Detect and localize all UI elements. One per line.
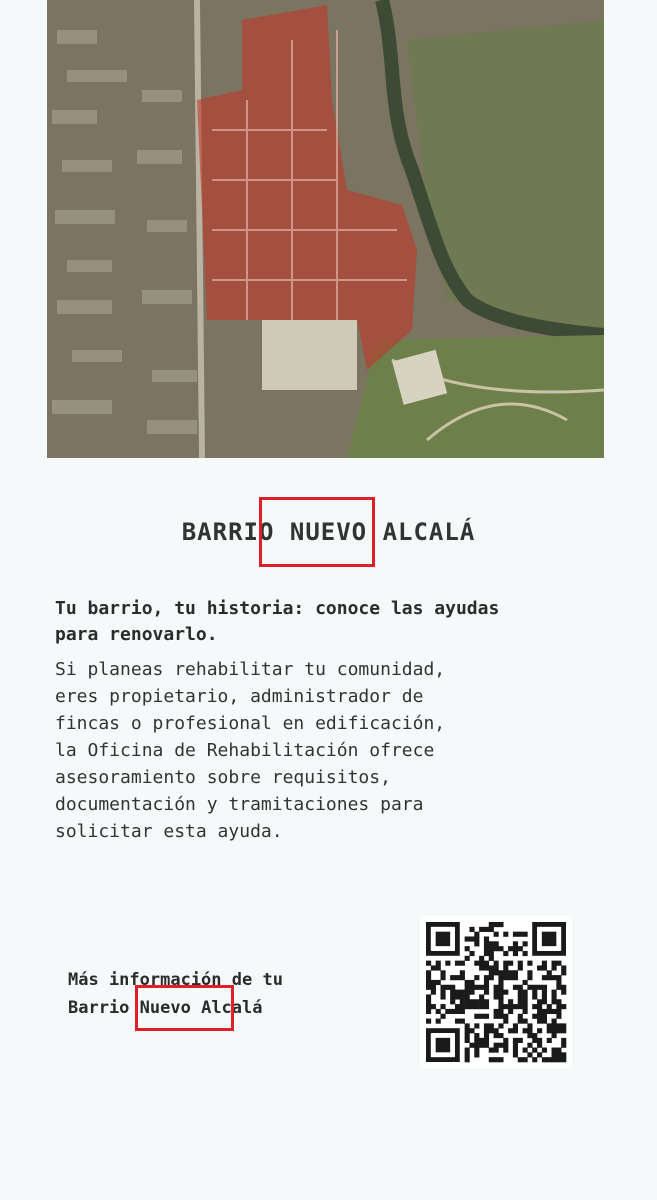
title-word-barrio: BARRIO (181, 518, 275, 546)
more-info-nuevo: Nuevo (139, 998, 191, 1018)
aerial-map (47, 0, 604, 458)
intro-body-line: fincas o profesional en edificación, (55, 713, 446, 734)
title-highlight-box (259, 497, 375, 567)
intro-heading (55, 596, 615, 648)
more-info-line-1: Más información de tu (68, 970, 283, 990)
intro-body-line: Si planeas rehabilitar tu comunidad, (55, 659, 446, 680)
intro-body (55, 656, 615, 845)
intro-heading-line-1: Tu barrio, tu historia: conoce las ayudas (55, 598, 500, 619)
qr-code-icon[interactable] (420, 916, 572, 1068)
title-word-nuevo: NUEVO (289, 518, 368, 546)
more-info-highlight-box (135, 985, 234, 1031)
qr-code-graphic (420, 916, 572, 1068)
intro-body-line: solicitar esta ayuda. (55, 821, 283, 842)
intro-heading-line-2: para renovarlo. (55, 624, 218, 645)
intro-body-line: eres propietario, administrador de (55, 686, 424, 707)
more-info-barrio: Barrio (68, 998, 140, 1018)
intro-body-line: documentación y tramitaciones para (55, 794, 424, 815)
title-word-alcala: ALCALÁ (382, 518, 476, 546)
more-info-alcala: Alcalá (190, 998, 263, 1018)
intro-body-line: la Oficina de Rehabilitación ofrece (55, 740, 435, 761)
intro-body-line: asesoramiento sobre requisitos, (55, 767, 391, 788)
